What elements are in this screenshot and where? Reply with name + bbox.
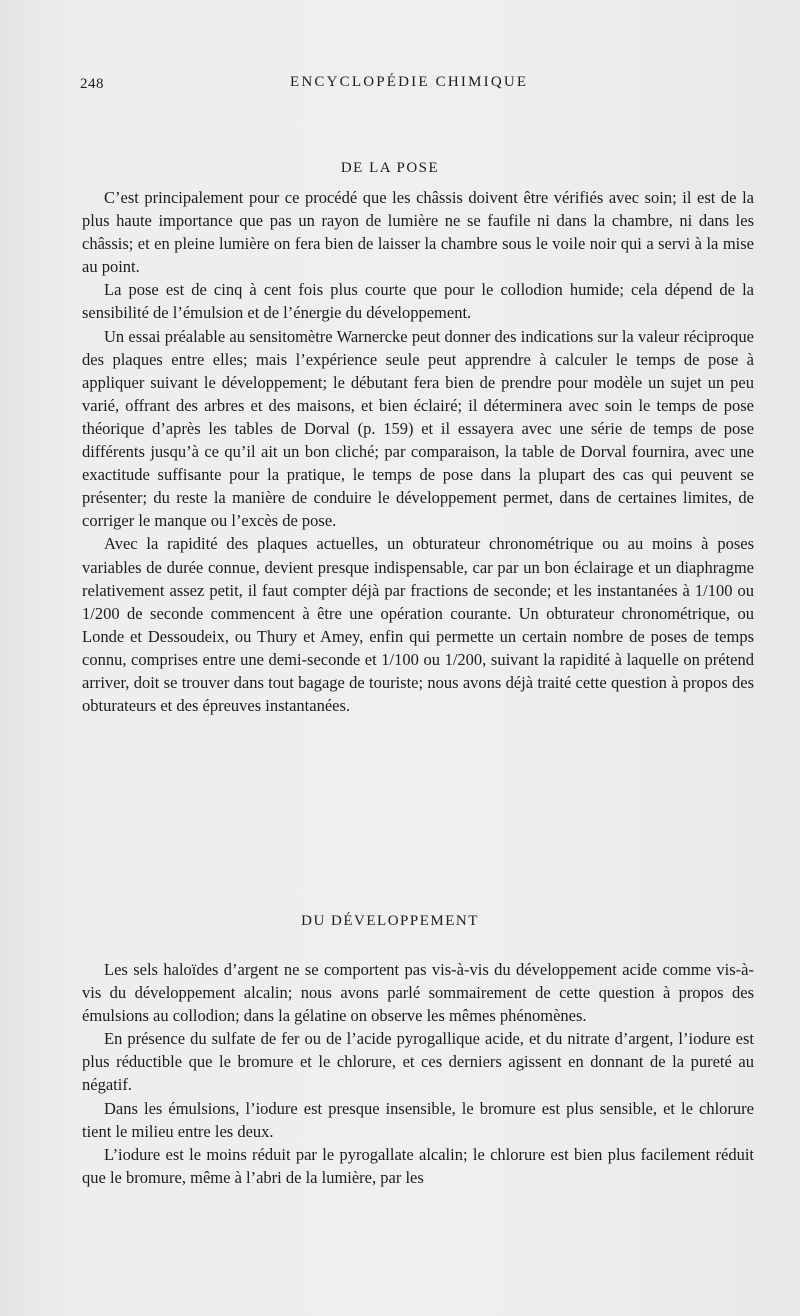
paragraph: Les sels haloïdes d’argent ne se comportent pas vis-à-vis du développement acide comme vis-à-vis du développement alcalin; nous avons parlé sommairement de cette question à propos des émulsions au collodion; dans la gélatine on observe les mêmes phénomènes. (82, 960, 754, 1026)
section-title-developpement: DU DÉVELOPPEMENT (301, 913, 479, 929)
paragraph: L’iodure est le moins réduit par le pyrogallate alcalin; le chlorure est bien plus facilement réduit que le bromure, même à l’abri de la lumière, par les (82, 1144, 754, 1187)
page-number: 248 (80, 76, 104, 92)
paragraph: Un essai préalable au sensitomètre Warnercke peut donner des indications sur la valeur réciproque des plaques entre elles; mais l’expérience seule peut apprendre à calculer le temps de pose à appliquer suivant le développement; le débutant fera bien de prendre pour modèle un sujet un peu varié, offrant des arbres et des maisons, et bien éclairé; il déterminera avec soin le temps de pose théorique d’après les tables de Dorval (p. 159) et il essayera avec une série de temps de pose différents jusqu’à ce qu’il ait un bon cliché; par comparaison, la table de Dorval fournira, avec une exactitude suffisante pour la pratique, le temps de pose dans la plupart des cas qui peuvent se présenter; du reste la manière de conduire le développement permet, dans de certaines limites, de corriger le manque ou l’excès de pose. (82, 326, 754, 531)
running-head: ENCYCLOPÉDIE CHIMIQUE (290, 74, 529, 90)
paragraph: Dans les émulsions, l’iodure est presque insensible, le bromure est plus sensible, et le chlorure tient le milieu entre les deux. (82, 1098, 754, 1141)
paragraph: C’est principalement pour ce procédé que les châssis doivent être vérifiés avec soin; il est de la plus haute importance que pas un rayon de lumière ne se faufile ni dans la chambre, ni dans les châssis; et en pleine lumière on fera bien de laisser la chambre sous le voile noir qui a servi à la mise au point. (82, 188, 754, 277)
section-body-pose (82, 186, 754, 717)
paragraph: En présence du sulfate de fer ou de l’acide pyrogallique acide, et du nitrate d’argent, l’iodure est plus réductible que le bromure et le chlorure, et ces derniers agissent en donnant de la pureté au négatif. (82, 1029, 754, 1095)
section-body-developpement (82, 958, 754, 1189)
section-title-pose: DE LA POSE (340, 160, 440, 176)
paragraph: La pose est de cinq à cent fois plus courte que pour le collodion humide; cela dépend de la sensibilité de l’émulsion et de l’énergie du développement. (82, 280, 754, 323)
paragraph: Avec la rapidité des plaques actuelles, un obturateur chronométrique ou au moins à poses variables de durée connue, devient presque indispensable, car par un bon éclairage et un diaphragme relativement assez petit, il faut compter déjà par fractions de seconde; et les instantanées à 1/100 ou 1/200 de seconde commencent à être une opération courante. Un obturateur chronométrique, ou Londe et Dessoudeix, ou Thury et Amey, enfin qui permette un certain nombre de poses de temps connu, comprises entre une demi-seconde et 1/100 ou 1/200, suivant la rapidité à laquelle on prétend arriver, doit se trouver dans tout bagage de touriste; nous avons déjà traité cette question à propos des obturateurs et des épreuves instantanées. (82, 534, 754, 716)
